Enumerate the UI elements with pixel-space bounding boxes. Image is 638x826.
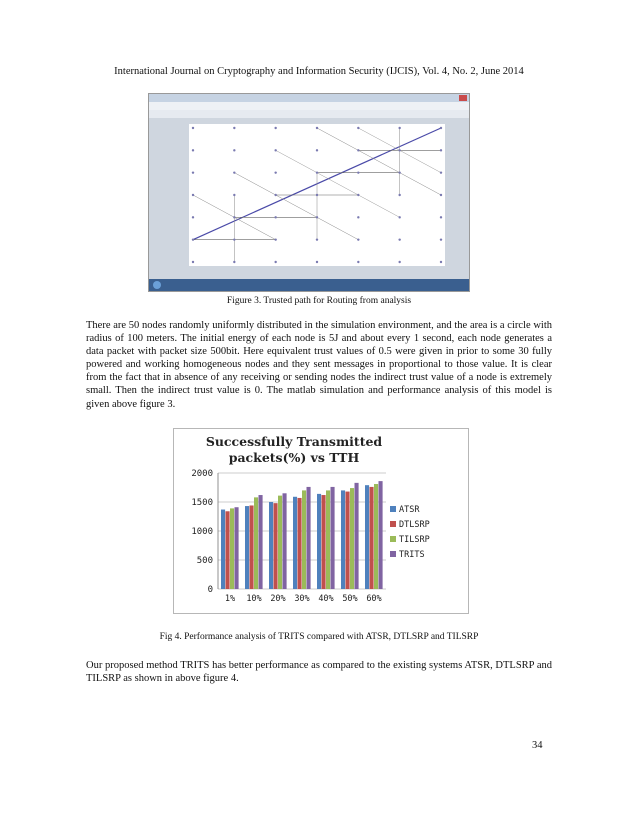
bar-atsr	[245, 506, 249, 589]
bar-tilsrp	[278, 496, 282, 589]
close-icon[interactable]	[459, 95, 467, 101]
network-node	[357, 149, 359, 151]
body-paragraph: There are 50 nodes randomly uniformly distributed in the simulation environment, and the area is a circle with radius of 100 meters. The initial energy of each node is 5J and about every 1 second, each node generates a data packet with packet size 500bit. Here equivalent trust values of 0.5 were given in prior to some 30 fully powered and working homogeneous nodes and they sent messages in proportional to those value. It is clear from the fact that in absence of any receiving or sending nodes the indirect trust value of a node is extremely small. Then the indirect trust value is 0. The matlab simulation and performance analysis of this model is given above figure 3.	[86, 320, 552, 410]
network-node	[357, 261, 359, 263]
chart-title-line-2: packets(%) vs TTH	[228, 450, 360, 465]
network-node	[233, 216, 235, 218]
network-node	[398, 149, 400, 151]
bar-dtlsrp	[250, 505, 254, 589]
bar-tilsrp	[326, 490, 330, 589]
network-node	[274, 194, 276, 196]
bar-trits	[355, 483, 359, 589]
start-button-icon[interactable]	[153, 281, 161, 289]
y-tick-label: 500	[196, 556, 213, 566]
bar-dtlsrp	[298, 498, 302, 589]
network-node	[192, 216, 194, 218]
bar-tilsrp	[230, 508, 234, 589]
figure-3-matlab-window	[149, 94, 469, 291]
network-node	[274, 171, 276, 173]
network-node	[316, 216, 318, 218]
network-node	[357, 171, 359, 173]
bar-atsr	[341, 490, 345, 589]
legend-label-dtlsrp: DTLSRP	[399, 520, 430, 530]
network-node	[398, 261, 400, 263]
network-node	[440, 261, 442, 263]
y-tick-label: 0	[207, 585, 213, 595]
conclusion-paragraph: Our proposed method TRITS has better performance as compared to the existing systems ATSR, DTLSRP and TILSRP as shown in above figure 4.	[86, 660, 552, 685]
network-node	[233, 194, 235, 196]
network-node	[316, 238, 318, 240]
bar-dtlsrp	[322, 495, 326, 589]
legend-swatch-dtlsrp	[390, 521, 396, 527]
network-node	[274, 149, 276, 151]
figure-3-caption: Figure 3. Trusted path for Routing from analysis	[226, 296, 412, 306]
journal-header: International Journal on Cryptography and Information Security (IJCIS), Vol. 4, No. 2, June 2014	[114, 66, 524, 77]
bar-dtlsrp	[370, 487, 374, 589]
bar-chart-svg	[174, 429, 468, 613]
chart-plot-area	[191, 469, 429, 604]
network-node	[440, 149, 442, 151]
bar-dtlsrp	[274, 503, 278, 589]
window-titlebar	[149, 94, 469, 102]
network-node	[233, 127, 235, 129]
bar-atsr	[317, 494, 321, 589]
network-node	[316, 127, 318, 129]
figure-4-caption: Fig 4. Performance analysis of TRITS compared with ATSR, DTLSRP and TILSRP	[159, 632, 479, 642]
network-node	[357, 194, 359, 196]
network-node	[274, 216, 276, 218]
bar-atsr	[365, 485, 369, 589]
bar-trits	[259, 495, 263, 589]
window-toolbar	[149, 110, 469, 118]
bar-atsr	[221, 510, 225, 589]
network-node	[192, 171, 194, 173]
network-node	[316, 149, 318, 151]
network-node	[316, 171, 318, 173]
figure-4-chart	[173, 428, 469, 614]
x-tick-label: 60%	[366, 594, 382, 604]
bar-tilsrp	[374, 484, 378, 589]
network-node	[233, 149, 235, 151]
figure-3-screenshot	[148, 93, 470, 292]
legend-swatch-trits	[390, 551, 396, 557]
x-tick-label: 50%	[342, 594, 358, 604]
windows-taskbar	[149, 279, 469, 291]
y-tick-label: 2000	[191, 469, 213, 479]
network-node	[440, 127, 442, 129]
x-tick-label: 10%	[246, 594, 262, 604]
x-tick-label: 30%	[294, 594, 310, 604]
network-node	[274, 238, 276, 240]
bar-trits	[331, 487, 335, 589]
legend-label-tilsrp: TILSRP	[399, 535, 430, 545]
network-node	[398, 216, 400, 218]
bar-atsr	[293, 497, 297, 589]
bar-trits	[235, 507, 239, 589]
network-node	[192, 238, 194, 240]
x-tick-label: 20%	[270, 594, 286, 604]
network-node	[192, 194, 194, 196]
page-number: 34	[532, 740, 543, 751]
network-node	[233, 238, 235, 240]
bar-trits	[283, 493, 287, 589]
bar-tilsrp	[254, 497, 258, 589]
network-node	[398, 238, 400, 240]
bar-dtlsrp	[346, 492, 350, 589]
network-node	[192, 261, 194, 263]
window-menubar	[149, 102, 469, 110]
network-node	[357, 238, 359, 240]
network-node	[398, 127, 400, 129]
network-node	[398, 194, 400, 196]
legend-swatch-tilsrp	[390, 536, 396, 542]
bar-tilsrp	[302, 490, 306, 589]
network-node	[440, 171, 442, 173]
network-node	[398, 171, 400, 173]
network-node	[274, 261, 276, 263]
bar-dtlsrp	[226, 511, 230, 589]
network-node	[274, 127, 276, 129]
network-node	[233, 261, 235, 263]
network-node	[192, 149, 194, 151]
chart-title-line-1: Successfully Transmitted	[205, 434, 383, 449]
x-tick-label: 1%	[224, 594, 236, 604]
legend-label-atsr: ATSR	[399, 505, 420, 515]
network-node	[233, 171, 235, 173]
network-node	[192, 127, 194, 129]
network-node	[357, 127, 359, 129]
network-node	[357, 216, 359, 218]
legend-swatch-atsr	[390, 506, 396, 512]
bar-trits	[379, 481, 383, 589]
network-node	[440, 216, 442, 218]
bar-atsr	[269, 502, 273, 589]
y-tick-label: 1000	[191, 527, 213, 537]
bar-tilsrp	[350, 488, 354, 589]
network-node	[440, 194, 442, 196]
y-tick-label: 1500	[191, 498, 213, 508]
network-node	[316, 194, 318, 196]
x-tick-label: 40%	[318, 594, 334, 604]
network-node	[440, 238, 442, 240]
legend-label-trits: TRITS	[399, 550, 425, 560]
network-node	[316, 261, 318, 263]
bar-trits	[307, 487, 311, 589]
